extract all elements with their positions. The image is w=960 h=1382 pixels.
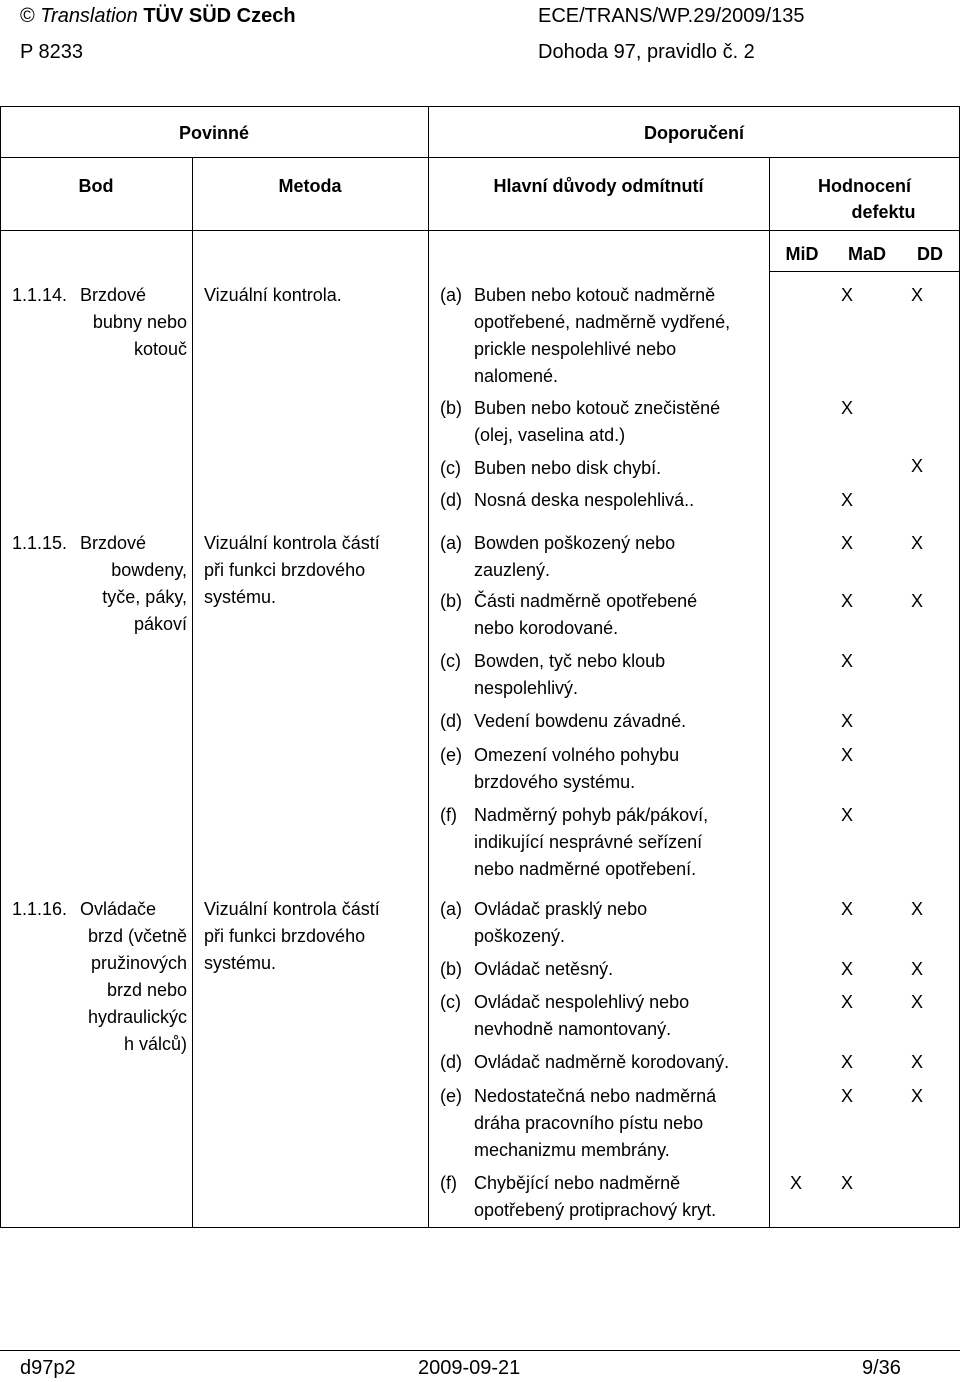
method-line: při funkci brzdového	[204, 926, 366, 946]
item-name-line: pákoví	[133, 614, 187, 634]
dd-mark: X	[910, 533, 923, 553]
reason-text-line: brzdového systému.	[474, 772, 636, 792]
method-line: systému.	[204, 587, 277, 607]
reason-text-line: Ovládač netěsný.	[474, 959, 614, 979]
col-reasons-header: Hlavní důvody odmítnutí	[493, 176, 704, 196]
mandatory-header: Povinné	[178, 123, 249, 143]
reason-text-line: Buben nebo kotouč nadměrně	[474, 285, 716, 305]
item-name-line: Brzdové	[80, 285, 147, 305]
dd-mark: X	[910, 456, 923, 476]
reason-text-line: indikující nesprávné seřízení	[474, 832, 703, 852]
method-line: Vizuální kontrola částí	[204, 899, 380, 919]
reason-text-line: (olej, vaselina atd.)	[474, 425, 626, 445]
col-item-header: Bod	[78, 176, 114, 196]
col-rating-header	[769, 173, 960, 225]
project-number: P 8233	[20, 41, 84, 63]
reason-text-line: opotřebené, nadměrně vydřené,	[474, 312, 731, 332]
reason-text-line: Omezení volného pohybu	[474, 745, 680, 765]
reason-letter: (c)	[440, 458, 461, 478]
reason-letter: (c)	[440, 992, 461, 1012]
reason-text-line: nebo korodované.	[474, 618, 619, 638]
reason-text-line: zauzlený.	[474, 560, 551, 580]
reason-text-line: nebo nadměrné opotřebení.	[474, 859, 697, 879]
footer-date: 2009-09-21	[418, 1357, 521, 1379]
dd-mark: X	[910, 899, 923, 919]
item-name-line: hydraulickýc	[87, 1007, 187, 1027]
item-name-line: kotouč	[133, 339, 187, 359]
reason-letter: (d)	[440, 1052, 462, 1072]
method-line: při funkci brzdového	[204, 560, 366, 580]
item-name-line: h válců)	[123, 1034, 187, 1054]
copyright-symbol: ©	[20, 5, 41, 27]
mad-mark: X	[840, 1052, 853, 1072]
mad-mark: X	[840, 533, 853, 553]
dd-header: DD	[917, 244, 943, 264]
rating-header-line-2: defektu	[851, 202, 916, 222]
reason-text-line: Části nadměrně opotřebené	[474, 591, 698, 611]
rating-sub-divider	[769, 271, 960, 272]
item-name-line: brzd (včetně	[87, 926, 187, 946]
reason-letter: (f)	[440, 1173, 457, 1193]
item-name-line: brzd nebo	[106, 980, 187, 1000]
reason-text-line: poškozený.	[474, 926, 566, 946]
table-bottom-border	[0, 1227, 960, 1228]
mad-mark: X	[840, 959, 853, 979]
reason-text-line: nespolehlivý.	[474, 678, 579, 698]
item-name-line: bubny nebo	[92, 312, 187, 332]
table-top-border	[0, 106, 960, 107]
mid-header: MiD	[785, 244, 819, 264]
reason-text-line: Buben nebo kotouč znečistěné	[474, 398, 721, 418]
reason-letter: (a)	[440, 285, 462, 305]
col-method-header: Metoda	[278, 176, 342, 196]
reason-text-line: nevhodně namontovaný.	[474, 1019, 672, 1039]
item-name-line: bowdeny,	[111, 560, 187, 580]
mad-mark: X	[840, 1173, 853, 1193]
reason-text-line: Ovládač nespolehlivý nebo	[474, 992, 690, 1012]
reason-letter: (c)	[440, 651, 461, 671]
item-number: 1.1.16.	[12, 899, 68, 919]
footer-page: 9/36	[862, 1357, 901, 1379]
dd-mark: X	[910, 992, 923, 1012]
item-method-divider	[192, 157, 193, 1228]
mad-mark: X	[840, 591, 853, 611]
mad-mark: X	[840, 1086, 853, 1106]
rating-header-line-1: Hodnocení	[818, 176, 911, 196]
dd-mark: X	[910, 1052, 923, 1072]
mad-mark: X	[840, 899, 853, 919]
reason-letter: (e)	[440, 1086, 462, 1106]
footer-rule	[0, 1350, 960, 1351]
item-name-line: pružinových	[90, 953, 187, 973]
reason-text-line: Ovládač prasklý nebo	[474, 899, 648, 919]
mandatory-divider	[428, 106, 429, 1228]
reason-text-line: dráha pracovního pístu nebo	[474, 1113, 704, 1133]
reason-letter: (d)	[440, 490, 462, 510]
agreement-ref: Dohoda 97, pravidlo č. 2	[538, 41, 755, 63]
item-name-line: Ovládače	[80, 899, 157, 919]
recommended-header: Doporučení	[643, 123, 744, 143]
dd-mark: X	[910, 959, 923, 979]
reason-text-line: Bowden, tyč nebo kloub	[474, 651, 666, 671]
mid-mark: X	[789, 1173, 802, 1193]
footer-doc: d97p2	[20, 1357, 76, 1379]
reason-letter: (a)	[440, 899, 462, 919]
mad-mark: X	[840, 805, 853, 825]
reason-text-line: Chybějící nebo nadměrně	[474, 1173, 681, 1193]
mad-mark: X	[840, 992, 853, 1012]
reason-letter: (b)	[440, 591, 462, 611]
dd-mark: X	[910, 1086, 923, 1106]
method-line: Vizuální kontrola částí	[204, 533, 380, 553]
reason-text-line: Nedostatečná nebo nadměrná	[474, 1086, 717, 1106]
item-number: 1.1.14.	[12, 285, 68, 305]
reason-letter: (a)	[440, 533, 462, 553]
reason-text-line: Nosná deska nespolehlivá..	[474, 490, 695, 510]
dd-mark: X	[910, 285, 923, 305]
method-line: systému.	[204, 953, 277, 973]
translation-label: Translation	[40, 5, 144, 27]
header-divider-2	[0, 230, 960, 231]
table-left-border	[0, 106, 1, 1228]
reason-letter: (b)	[440, 959, 462, 979]
reason-text-line: Ovládač nadměrně korodovaný.	[474, 1052, 730, 1072]
method-line: Vizuální kontrola.	[204, 285, 342, 305]
mad-mark: X	[840, 490, 853, 510]
reason-letter: (d)	[440, 711, 462, 731]
mad-mark: X	[840, 398, 853, 418]
dd-mark: X	[910, 591, 923, 611]
mad-mark: X	[840, 285, 853, 305]
reason-letter: (e)	[440, 745, 462, 765]
item-name-line: Brzdové	[80, 533, 147, 553]
mad-mark: X	[840, 711, 853, 731]
mad-mark: X	[840, 651, 853, 671]
reason-text-line: Buben nebo disk chybí.	[474, 458, 662, 478]
reason-text-line: mechanizmu membrány.	[474, 1140, 670, 1160]
reason-text-line: opotřebený protiprachový kryt.	[474, 1200, 717, 1220]
reason-text-line: Vedení bowdenu závadné.	[474, 711, 687, 731]
item-number: 1.1.15.	[12, 533, 68, 553]
reason-text-line: Nadměrný pohyb pák/pákoví,	[474, 805, 709, 825]
reason-text-line: nalomené.	[474, 366, 559, 386]
doc-reference: ECE/TRANS/WP.29/2009/135	[538, 5, 805, 27]
header-divider-1	[0, 157, 960, 158]
reason-letter: (f)	[440, 805, 457, 825]
mad-mark: X	[840, 745, 853, 765]
item-name-line: tyče, páky,	[102, 587, 187, 607]
reason-text-line: Bowden poškozený nebo	[474, 533, 676, 553]
reason-text-line: prickle nespolehlivé nebo	[474, 339, 677, 359]
mad-header: MaD	[847, 244, 886, 264]
org-name: TÜV SÜD Czech	[143, 5, 296, 27]
reason-letter: (b)	[440, 398, 462, 418]
reasons-rating-divider	[769, 157, 770, 1228]
